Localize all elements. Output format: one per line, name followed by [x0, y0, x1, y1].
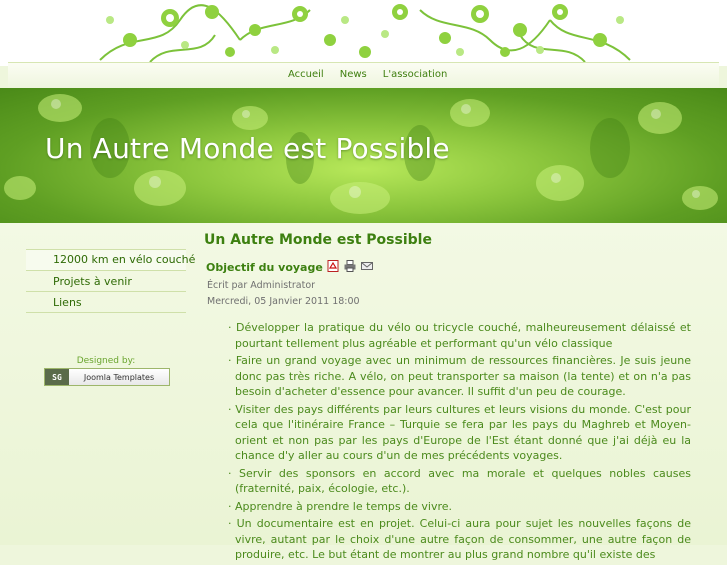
designed-by-label: Designed by: [76, 356, 136, 366]
page-heading: Un Autre Monde est Possible [204, 232, 432, 248]
list-item: · Un documentaire est en projet. Celui-ci aura pour sujet les nouvelles façons de vivre, autant par le choix d'une autre façon de consommer, une autre façon de produire, etc. Le but étant de montrer au plus grand nombre qu'il existe des [228, 516, 691, 563]
email-icon[interactable] [361, 260, 373, 272]
print-icon[interactable] [344, 260, 356, 272]
nav-link-news[interactable]: News [339, 69, 367, 80]
article-body-list [228, 320, 691, 565]
sidebar-item-label: Liens [53, 296, 82, 309]
article-date: Mercredi, 05 Janvier 2011 18:00 [207, 296, 360, 307]
sg-logo: SG [45, 369, 69, 385]
sidebar-item-projets[interactable] [26, 271, 186, 292]
header-banner [0, 88, 727, 223]
list-item: · Servir des sponsors en accord avec ma morale et quelques nobles causes (fraternité, paix, écologie, etc.). [228, 466, 691, 497]
nav-link-association[interactable]: L'association [382, 69, 448, 80]
list-item: · Visiter des pays différents par leurs cultures et leurs visions du monde. C'est pour cela que l'itinéraire France – Turquie se fera par les pays du Maghreb et Moyen-orient et non pas par les pays d'Europe de l'Est étant donné que j'ai déjà eu la chance d'y aller au cours d'un de mes précédents voyages. [228, 402, 691, 464]
article-actions [327, 260, 373, 272]
top-nav [280, 69, 455, 80]
badge-label: Joomla Templates [69, 369, 169, 385]
sidebar-item-liens[interactable] [26, 292, 186, 313]
sidebar-menu [26, 249, 196, 313]
list-item: · Apprendre à prendre le temps de vivre. [228, 499, 691, 515]
nav-link-accueil[interactable]: Accueil [288, 69, 324, 80]
pdf-icon[interactable] [327, 260, 339, 272]
main-content [204, 232, 692, 561]
article-title-link[interactable]: Objectif du voyage [206, 261, 323, 274]
sidebar-item-label: Projets à venir [53, 275, 132, 288]
top-nav-bar [8, 62, 719, 90]
site-title: Un Autre Monde est Possible [45, 132, 450, 165]
list-item: · Développer la pratique du vélo ou tricycle couché, malheureusement délaissé et pourtant tellement plus agréable et performant qu'un vélo classique [228, 320, 691, 351]
floral-decoration [0, 0, 727, 66]
sidebar-item-12000-km[interactable] [26, 249, 196, 271]
joomla-templates-badge[interactable] [44, 368, 170, 386]
article-author: Écrit par Administrator [207, 280, 316, 291]
list-item: · Faire un grand voyage avec un minimum de ressources financières. Je suis jeune donc pas très riche. A vélo, on peut transporter sa maison (la tente) et on n'a pas besoin d'acheter d'essence pour avancer. Il suffit d'un peu de courage. [228, 353, 691, 400]
sidebar-item-label: 12000 km en vélo couché [53, 253, 196, 266]
